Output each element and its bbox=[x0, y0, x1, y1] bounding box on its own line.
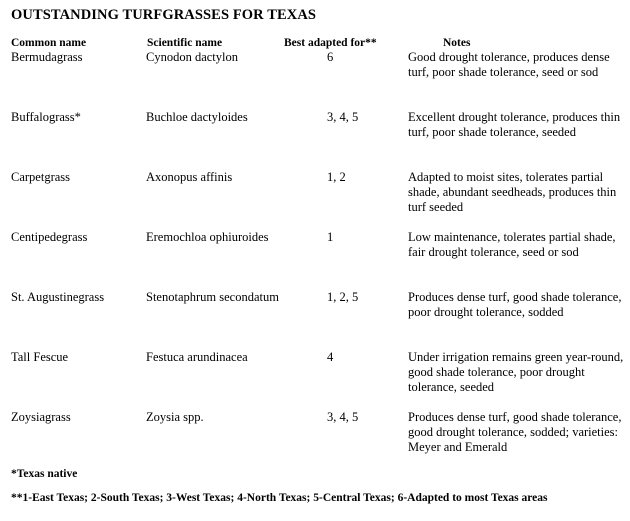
common-name-cell: Centipedegrass bbox=[11, 230, 88, 244]
header-notes: Notes bbox=[443, 37, 471, 49]
common-name-cell: Tall Fescue bbox=[11, 350, 69, 364]
header-best-adapted: Best adapted for** bbox=[284, 37, 377, 49]
common-name-cell: Zoysiagrass bbox=[11, 410, 71, 424]
best-adapted-cell: 4 bbox=[327, 350, 334, 364]
notes-cell: Excellent drought tolerance, produces thin turf, poor shade tolerance, seeded bbox=[408, 110, 621, 139]
best-adapted-cell: 6 bbox=[327, 50, 334, 64]
footnote-regions: **1-East Texas; 2-South Texas; 3-West Texas; 4-North Texas; 5-Central Texas; 6-Adapted to most Texas areas bbox=[11, 492, 548, 504]
header-scientific-name: Scientific name bbox=[147, 37, 223, 49]
scientific-name-cell: Eremochloa ophiuroides bbox=[146, 230, 269, 244]
scientific-name-cell: Cynodon dactylon bbox=[146, 50, 239, 64]
common-name-cell: Carpetgrass bbox=[11, 170, 71, 184]
notes-cell: Good drought tolerance, produces dense turf, poor shade tolerance, seed or sod bbox=[408, 50, 610, 79]
best-adapted-cell: 1 bbox=[327, 230, 334, 244]
scientific-name-cell: Buchloe dactyloides bbox=[146, 110, 248, 124]
notes-cell: Adapted to moist sites, tolerates partial shade, abundant seedheads, produces thin turf seeded bbox=[408, 170, 617, 214]
best-adapted-cell: 1, 2 bbox=[327, 170, 346, 184]
header-common-name: Common name bbox=[11, 37, 87, 49]
best-adapted-cell: 3, 4, 5 bbox=[327, 110, 359, 124]
common-name-cell: Bermudagrass bbox=[11, 50, 83, 64]
common-name-cell: St. Augustinegrass bbox=[11, 290, 105, 304]
footnote-texas-native: *Texas native bbox=[11, 468, 78, 480]
scientific-name-cell: Zoysia spp. bbox=[146, 410, 204, 424]
page-title: OUTSTANDING TURFGRASSES FOR TEXAS bbox=[11, 7, 317, 23]
notes-cell: Produces dense turf, good shade tolerance, good drought tolerance, sodded; varieties: Meyer and Emerald bbox=[408, 410, 622, 454]
notes-cell: Low maintenance, tolerates partial shade, fair drought tolerance, seed or sod bbox=[408, 230, 616, 259]
best-adapted-cell: 1, 2, 5 bbox=[327, 290, 359, 304]
scientific-name-cell: Axonopus affinis bbox=[146, 170, 233, 184]
scientific-name-cell: Stenotaphrum secondatum bbox=[146, 290, 279, 304]
scientific-name-cell: Festuca arundinacea bbox=[146, 350, 248, 364]
best-adapted-cell: 3, 4, 5 bbox=[327, 410, 359, 424]
notes-cell: Under irrigation remains green year-round, good shade tolerance, poor drought tolerance, seeded bbox=[408, 350, 624, 394]
notes-cell: Produces dense turf, good shade tolerance, poor drought tolerance, sodded bbox=[408, 290, 622, 319]
common-name-cell: Buffalograss* bbox=[11, 110, 81, 124]
